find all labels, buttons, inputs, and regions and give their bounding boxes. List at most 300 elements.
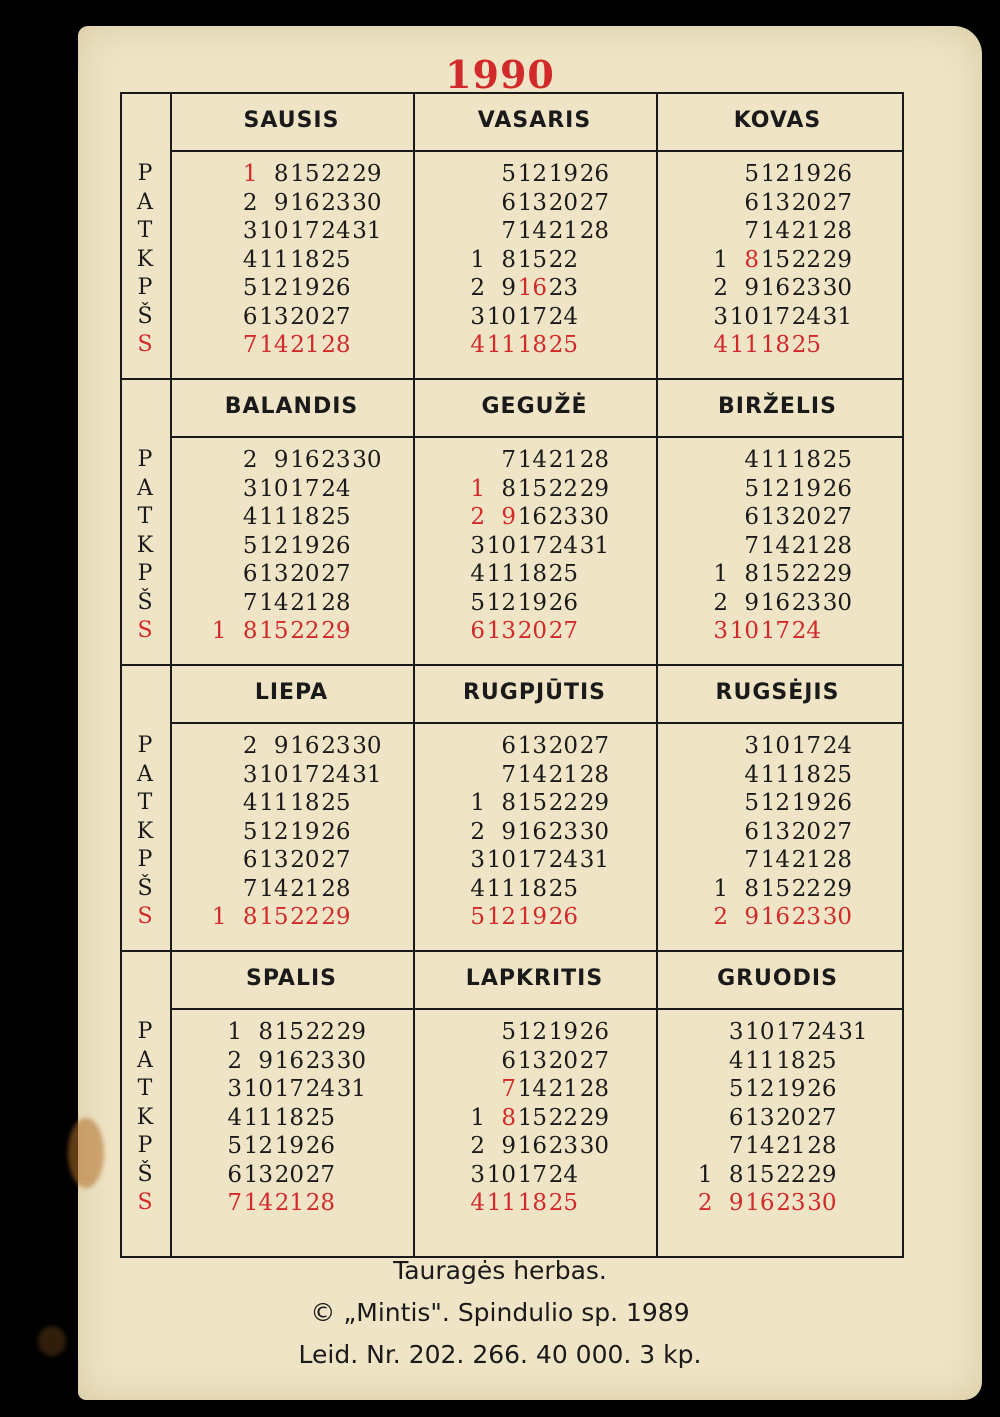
day-number: 27 [822, 189, 852, 216]
weekday-row [423, 1047, 646, 1076]
day-number: 27 [548, 618, 578, 644]
weekday-row [666, 761, 889, 790]
day-number: 5 [470, 904, 485, 930]
day-number: 12 [760, 790, 790, 816]
day-number: 21 [548, 1076, 578, 1102]
day-number: 12 [760, 475, 790, 502]
weekday-row [180, 246, 403, 275]
header-divider [170, 150, 902, 152]
day-number: 3 [470, 303, 485, 330]
day-number: 14 [259, 332, 289, 358]
weekday-row [666, 560, 889, 589]
day-number: 29 [321, 904, 351, 930]
day-number: 10 [486, 847, 516, 873]
footer-line-1: Tauragės herbas. [393, 1256, 607, 1285]
day-number: 17 [517, 303, 547, 330]
day-number: 1 [470, 1104, 485, 1131]
day-number: 15 [760, 875, 790, 902]
weekday-row [423, 1132, 646, 1161]
day-number: 4 [242, 504, 258, 530]
month-name: RUGPJŪTIS [462, 680, 607, 705]
day-number: 4 [470, 875, 485, 902]
day-number: 16 [290, 447, 320, 473]
weekday-label: T [137, 790, 153, 815]
day-number: 10 [259, 475, 289, 502]
day-number: 16 [745, 1190, 775, 1216]
day-number: 5 [728, 1076, 744, 1102]
day-number: 19 [517, 589, 547, 616]
day-number: 21 [548, 218, 578, 244]
day-number: 9 [501, 275, 516, 301]
day-number: 1 [713, 246, 728, 273]
day-number: 8 [258, 1019, 273, 1045]
day-number: 15 [745, 1161, 775, 1188]
weekday-labels [130, 446, 160, 646]
day-number: 18 [290, 246, 320, 273]
weekday-label: T [137, 218, 153, 243]
day-number: 14 [745, 1133, 775, 1159]
weekday-row [666, 475, 889, 504]
day-number: 5 [744, 475, 759, 502]
weekday-label: K [136, 532, 154, 558]
day-number: 3 [242, 475, 258, 502]
day-number: 4 [744, 761, 759, 788]
day-number: 23 [305, 1047, 335, 1074]
day-number: 31 [579, 847, 609, 873]
day-number: 6 [744, 504, 759, 530]
day-number: 4 [242, 246, 258, 273]
weekday-row [180, 1161, 403, 1190]
weekday-row [666, 1018, 889, 1047]
day-number: 24 [791, 303, 821, 330]
day-number: 3 [744, 733, 759, 759]
day-number: 10 [259, 761, 289, 788]
month-column-divider [656, 92, 658, 1256]
day-number: 9 [501, 1133, 516, 1159]
day-number: 11 [760, 447, 790, 473]
month-name: GRUODIS [717, 966, 838, 991]
weekday-label: A [137, 189, 153, 215]
weekday-row [180, 589, 403, 618]
weekday-label: Š [137, 303, 153, 329]
day-number: 20 [791, 504, 821, 530]
day-number: 13 [486, 618, 516, 644]
day-number: 2 [242, 733, 258, 759]
day-number: 6 [242, 847, 258, 873]
day-number: 7 [501, 761, 516, 788]
footer-line-2: © „Mintis". Spindulio sp. 1989 [310, 1298, 690, 1327]
day-number: 21 [290, 332, 320, 358]
day-number: 3 [728, 1019, 744, 1045]
day-number: 26 [321, 532, 351, 559]
day-number: 11 [486, 561, 516, 587]
day-number: 13 [259, 847, 289, 873]
weekday-label: P [137, 847, 153, 872]
weekday-row [423, 789, 646, 818]
day-number: 8 [273, 161, 289, 187]
weekday-label: P [137, 275, 153, 300]
weekday-label: S [137, 1190, 153, 1215]
day-number: 24 [321, 475, 351, 502]
weekday-row [180, 303, 403, 332]
weekday-row [180, 903, 403, 932]
day-number: 11 [259, 246, 289, 273]
day-number: 4 [728, 1047, 744, 1074]
day-number: 20 [776, 1104, 806, 1131]
day-number: 17 [791, 733, 821, 759]
day-number: 26 [321, 818, 351, 845]
day-number: 2 [470, 818, 485, 845]
day-number: 20 [290, 303, 320, 330]
weekday-row [180, 1075, 403, 1104]
day-number: 19 [791, 790, 821, 816]
weekday-row [666, 503, 889, 532]
day-number: 5 [470, 589, 485, 616]
day-number: 29 [321, 618, 351, 644]
day-number: 17 [290, 475, 320, 502]
day-number: 1 [697, 1161, 713, 1188]
weekday-labels [130, 160, 160, 360]
day-number: 28 [321, 589, 351, 616]
day-number: 19 [290, 532, 320, 559]
weekday-row [423, 1161, 646, 1190]
day-number: 2 [470, 275, 485, 301]
day-number: 5 [501, 161, 516, 187]
day-number: 4 [242, 790, 258, 816]
day-number: 20 [274, 1161, 304, 1188]
day-number: 8 [744, 561, 759, 587]
day-number: 22 [548, 1104, 578, 1131]
day-number: 10 [486, 532, 516, 559]
weekday-row [423, 475, 646, 504]
weekday-row [666, 617, 889, 646]
day-number: 27 [579, 733, 609, 759]
calendar-year: 1990 [445, 52, 555, 97]
day-number: 25 [807, 1047, 837, 1074]
day-number: 30 [822, 904, 852, 930]
weekday-row [423, 903, 646, 932]
day-number: 6 [744, 189, 759, 216]
day-number: 19 [548, 1019, 578, 1045]
footer-line-3: Leid. Nr. 202. 266. 40 000. 3 kp. [298, 1340, 702, 1369]
day-number: 11 [259, 504, 289, 530]
weekday-row [423, 1104, 646, 1133]
month-days [180, 732, 403, 932]
day-number: 29 [822, 246, 852, 273]
day-number: 15 [259, 904, 289, 930]
weekday-label: A [137, 475, 153, 501]
day-number: 17 [290, 218, 320, 244]
day-number: 8 [728, 1161, 744, 1188]
weekday-label: S [137, 618, 153, 643]
day-number: 10 [745, 1019, 775, 1045]
month-name: KOVAS [733, 108, 822, 133]
day-number: 27 [321, 561, 351, 587]
day-number: 9 [744, 904, 759, 930]
day-number: 10 [729, 303, 759, 330]
day-number: 25 [321, 790, 351, 816]
day-number: 19 [791, 161, 821, 187]
weekday-label: P [137, 733, 153, 758]
day-number: 30 [579, 1133, 609, 1159]
day-number: 24 [548, 847, 578, 873]
weekday-row [666, 160, 889, 189]
weekday-row [180, 761, 403, 790]
day-number: 13 [517, 1047, 547, 1074]
day-number: 6 [501, 733, 516, 759]
day-number: 1 [713, 875, 728, 902]
weekday-row [423, 217, 646, 246]
day-number: 26 [548, 904, 578, 930]
day-number: 9 [273, 733, 289, 759]
weekday-row [423, 274, 646, 303]
day-number: 28 [822, 532, 852, 559]
weekday-row [423, 560, 646, 589]
day-number: 8 [744, 246, 759, 273]
day-number: 19 [290, 275, 320, 301]
day-number: 6 [501, 1047, 516, 1074]
day-number: 18 [290, 790, 320, 816]
month-name: GEGUŽĖ [481, 394, 588, 419]
weekday-row [666, 1047, 889, 1076]
weekday-row [180, 217, 403, 246]
day-number: 15 [517, 790, 547, 816]
weekday-row [666, 303, 889, 332]
day-number: 27 [822, 818, 852, 845]
day-number: 21 [548, 761, 578, 788]
day-number: 9 [501, 504, 516, 530]
day-number: 31 [352, 218, 382, 244]
day-number: 25 [822, 761, 852, 788]
day-number: 1 [211, 618, 227, 644]
day-number: 21 [548, 447, 578, 473]
band-divider [120, 378, 902, 380]
weekday-row [180, 732, 403, 761]
day-number: 28 [807, 1133, 837, 1159]
day-number: 25 [321, 504, 351, 530]
month-days [180, 160, 403, 360]
day-number: 27 [321, 303, 351, 330]
weekday-label: Š [137, 1161, 153, 1187]
day-number: 1 [713, 561, 728, 587]
weekday-row [180, 160, 403, 189]
day-number: 15 [760, 561, 790, 587]
day-number: 30 [352, 189, 382, 216]
day-number: 13 [259, 303, 289, 330]
day-number: 30 [352, 447, 382, 473]
day-number: 31 [352, 761, 382, 788]
day-number: 11 [243, 1104, 273, 1131]
weekday-label: Š [137, 875, 153, 901]
day-number: 23 [791, 589, 821, 616]
day-number: 23 [548, 504, 578, 530]
day-number: 25 [548, 875, 578, 902]
day-number: 3 [470, 1161, 485, 1188]
day-number: 22 [290, 904, 320, 930]
day-number: 16 [760, 275, 790, 301]
day-number: 27 [579, 189, 609, 216]
day-number: 27 [321, 847, 351, 873]
day-number: 18 [791, 761, 821, 788]
day-number: 15 [517, 475, 547, 502]
month-days [423, 1018, 646, 1218]
day-number: 5 [501, 1019, 516, 1045]
day-number: 29 [579, 790, 609, 816]
day-number: 26 [548, 589, 578, 616]
day-number: 23 [791, 904, 821, 930]
weekday-row [666, 274, 889, 303]
day-number: 23 [321, 189, 351, 216]
day-number: 25 [548, 1190, 578, 1216]
day-number: 24 [305, 1076, 335, 1102]
weekday-row [666, 446, 889, 475]
day-number: 26 [305, 1133, 335, 1159]
day-number: 29 [336, 1019, 366, 1045]
day-number: 14 [259, 875, 289, 902]
day-number: 26 [579, 161, 609, 187]
month-name: BIRŽELIS [718, 394, 837, 419]
day-number: 9 [273, 189, 289, 216]
day-number: 9 [273, 447, 289, 473]
day-number: 5 [744, 790, 759, 816]
day-number: 30 [822, 275, 852, 301]
weekday-label: K [136, 246, 154, 272]
weekday-row [180, 274, 403, 303]
day-number: 25 [548, 561, 578, 587]
day-number: 17 [517, 847, 547, 873]
day-number: 14 [760, 847, 790, 873]
day-number: 29 [822, 875, 852, 902]
day-number: 12 [243, 1133, 273, 1159]
weekday-row [423, 761, 646, 790]
day-number: 15 [760, 246, 790, 273]
day-number: 10 [486, 1161, 516, 1188]
day-number: 13 [760, 504, 790, 530]
weekday-row [423, 160, 646, 189]
band-divider [120, 664, 902, 666]
day-number: 10 [259, 218, 289, 244]
label-column-divider [170, 92, 172, 1256]
weekday-row [423, 818, 646, 847]
day-number: 30 [579, 818, 609, 845]
day-number: 7 [242, 875, 258, 902]
stain-mark [68, 1118, 104, 1188]
day-number: 3 [227, 1076, 242, 1102]
day-number: 9 [744, 275, 759, 301]
weekday-row [180, 846, 403, 875]
day-number: 19 [290, 818, 320, 845]
day-number: 22 [791, 246, 821, 273]
day-number: 24 [548, 1161, 578, 1188]
day-number: 21 [791, 218, 821, 244]
day-number: 6 [744, 818, 759, 845]
day-number: 7 [728, 1133, 744, 1159]
day-number: 28 [305, 1190, 335, 1216]
day-number: 14 [259, 589, 289, 616]
day-number: 16 [290, 733, 320, 759]
day-number: 16 [517, 275, 547, 301]
day-number: 29 [579, 1104, 609, 1131]
day-number: 18 [290, 504, 320, 530]
day-number: 18 [517, 332, 547, 358]
month-days [423, 160, 646, 360]
day-number: 1 [470, 790, 485, 816]
month-name: RUGSĖJIS [715, 680, 840, 705]
weekday-labels [130, 732, 160, 932]
day-number: 11 [760, 761, 790, 788]
day-number: 20 [791, 189, 821, 216]
day-number: 6 [470, 618, 485, 644]
day-number: 26 [321, 275, 351, 301]
day-number: 7 [242, 589, 258, 616]
month-name: SPALIS [245, 966, 338, 991]
weekday-label: S [137, 332, 153, 357]
day-number: 9 [728, 1190, 744, 1216]
day-number: 3 [713, 618, 728, 644]
day-number: 22 [548, 790, 578, 816]
day-number: 5 [744, 161, 759, 187]
day-number: 31 [822, 303, 852, 330]
day-number: 26 [822, 161, 852, 187]
weekday-row [180, 1047, 403, 1076]
day-number: 30 [807, 1190, 837, 1216]
day-number: 21 [290, 589, 320, 616]
weekday-row [180, 503, 403, 532]
weekday-row [180, 875, 403, 904]
day-number: 12 [745, 1076, 775, 1102]
day-number: 10 [729, 618, 759, 644]
day-number: 22 [305, 1019, 335, 1045]
day-number: 4 [470, 561, 485, 587]
day-number: 2 [470, 504, 485, 530]
day-number: 25 [305, 1104, 335, 1131]
day-number: 13 [760, 189, 790, 216]
day-number: 2 [242, 447, 258, 473]
weekday-row [666, 1132, 889, 1161]
day-number: 8 [242, 904, 258, 930]
day-number: 19 [791, 475, 821, 502]
day-number: 23 [776, 1190, 806, 1216]
day-number: 6 [227, 1161, 242, 1188]
day-number: 20 [791, 818, 821, 845]
day-number: 31 [838, 1019, 868, 1045]
weekday-row [666, 217, 889, 246]
day-number: 21 [776, 1133, 806, 1159]
day-number: 29 [579, 475, 609, 502]
day-number: 16 [290, 189, 320, 216]
day-number: 8 [501, 475, 516, 502]
day-number: 29 [822, 561, 852, 587]
day-number: 3 [242, 218, 258, 244]
day-number: 10 [486, 303, 516, 330]
weekday-row [180, 532, 403, 561]
day-number: 4 [470, 1190, 485, 1216]
day-number: 5 [242, 818, 258, 845]
weekday-label: K [136, 818, 154, 844]
day-number: 4 [744, 447, 759, 473]
day-number: 28 [822, 847, 852, 873]
weekday-label: P [137, 161, 153, 186]
day-number: 9 [501, 818, 516, 845]
day-number: 23 [548, 818, 578, 845]
day-number: 17 [290, 761, 320, 788]
weekday-row [180, 1104, 403, 1133]
day-number: 16 [760, 904, 790, 930]
weekday-row [666, 331, 889, 360]
month-name: VASARIS [477, 108, 592, 133]
weekday-row [180, 331, 403, 360]
day-number: 15 [290, 161, 320, 187]
